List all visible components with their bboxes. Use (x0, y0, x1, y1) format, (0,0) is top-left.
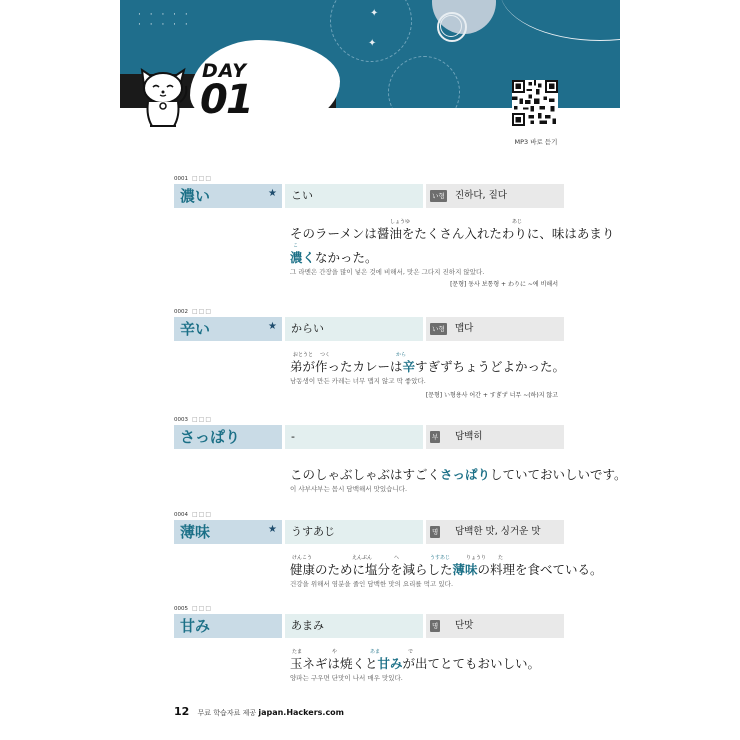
meaning-cell (426, 425, 564, 449)
vocab-word: 薄味 (180, 523, 211, 541)
reading-cell (285, 520, 423, 544)
reading-cell (285, 317, 423, 341)
pos-badge: 명 (432, 528, 439, 536)
furigana: たま や あま で (292, 649, 414, 655)
reading-cell (285, 184, 423, 208)
pos-badge: 명 (432, 622, 439, 630)
example-sentence: 濃くなかった。 (290, 250, 378, 265)
word-cell (174, 614, 282, 638)
word-cell (174, 520, 282, 544)
page-footer (174, 705, 344, 718)
example-translation: 이 샤부샤부는 몹시 담백해서 맛있습니다. (290, 485, 408, 493)
furigana: おとうと つく から (293, 352, 407, 358)
star-icon: ★ (268, 524, 277, 535)
example-sentence: このしゃぶしゃぶはすごくさっぱりしていておいしいです。 (290, 467, 627, 482)
reading-cell (285, 425, 423, 449)
qr-caption: MP3 바로 듣기 (514, 138, 558, 146)
example (290, 351, 570, 386)
meaning: 담백히 (455, 431, 483, 442)
entry-id: 0002 (174, 309, 188, 315)
reading: うすあじ (291, 525, 335, 538)
example-sentence: 玉ネギは焼くと甘みが出てとてもおいしい。 (290, 656, 541, 671)
decorative-dots: · · · · · · · · · · (138, 10, 191, 30)
meaning: 맵다 (455, 323, 474, 334)
check-boxes[interactable]: □□□ (192, 175, 213, 182)
vocab-word: さっぱり (180, 428, 241, 446)
footer-label: 무료 학습자료 제공 (197, 709, 257, 717)
example-sentence: そのラーメンは醤油をたくさん入れたわりに、味はあまり (290, 226, 615, 241)
entry-row (174, 425, 564, 449)
decorative-curve (500, 0, 620, 41)
word-cell (174, 184, 282, 208)
meaning-cell (426, 614, 564, 638)
entry-row (174, 317, 564, 341)
example-translation: 양파는 구우면 단맛이 나서 매우 맛있다. (290, 674, 403, 682)
example-sentence: 弟が作ったカレーは辛すぎずちょうどよかった。 (290, 359, 566, 374)
grammar-note: [문형] い형용사 어간 + すぎず 너무 ~(하)지 않고 (425, 392, 558, 399)
day-number: 01 (200, 77, 252, 123)
check-boxes[interactable]: □□□ (192, 511, 213, 518)
example-translation: 그 라멘은 간장을 많이 넣은 것에 비해서, 맛은 그다지 진하지 않았다. (290, 268, 485, 276)
example (290, 554, 603, 589)
furigana: けんこう えんぶん へ うすあじ りょうり た (292, 555, 504, 561)
example-translation: 남동생이 만든 카레는 너무 맵지 않고 딱 좋았다. (290, 377, 426, 385)
day-label: DAY (202, 60, 248, 82)
meaning: 담백한 맛, 싱거운 맛 (455, 526, 541, 537)
entry-row (174, 614, 564, 638)
reading: からい (291, 322, 324, 335)
entry-row (174, 520, 564, 544)
decorative-ring-inner (440, 15, 462, 37)
footer-url[interactable]: japan.Hackers.com (258, 708, 345, 717)
word-cell (174, 425, 282, 449)
example (290, 459, 627, 494)
example-sentence: 健康のために塩分を減らした薄味の料理を食べている。 (290, 562, 603, 577)
meaning: 진하다, 짙다 (455, 190, 507, 201)
entry-row (174, 184, 564, 208)
check-boxes[interactable]: □□□ (192, 308, 213, 315)
flower-pattern-circle (388, 56, 460, 108)
entry-id: 0003 (174, 417, 188, 423)
meaning-cell (426, 184, 564, 208)
qr-code-icon[interactable] (512, 80, 558, 126)
furigana: こ (293, 243, 299, 249)
reading: あまみ (291, 619, 324, 632)
word-cell (174, 317, 282, 341)
entry-id: 0004 (174, 512, 188, 518)
vocab-word: 甘み (180, 617, 211, 635)
topic-title: 음식 (280, 79, 321, 103)
vocab-word: 辛い (180, 320, 211, 338)
reading: - (291, 430, 295, 443)
check-boxes[interactable]: □□□ (192, 605, 213, 612)
example (290, 218, 615, 277)
page (120, 0, 627, 740)
entry-id: 0005 (174, 606, 188, 612)
sparkle-icon: ✦ (370, 8, 379, 19)
pos-badge: い형 (432, 192, 445, 200)
check-boxes[interactable]: □□□ (192, 416, 213, 423)
example-translation: 건강을 위해서 염분을 줄인 담백한 맛의 요리를 먹고 있다. (290, 580, 454, 588)
star-icon: ★ (268, 321, 277, 332)
pos-badge: い형 (432, 325, 445, 333)
example (290, 648, 570, 683)
meaning-cell (426, 317, 564, 341)
pos-badge: 부 (432, 433, 439, 441)
meaning-cell (426, 520, 564, 544)
vocab-word: 濃い (180, 187, 211, 205)
reading-cell (285, 614, 423, 638)
furigana: しょうゆ あじ (390, 219, 523, 225)
reading: こい (291, 189, 313, 202)
star-icon: ★ (268, 188, 277, 199)
grammar-note: [문형] 동사 보통형 + わりに ~에 비해서 (450, 281, 558, 288)
lucky-cat-icon (136, 64, 192, 130)
entry-id: 0001 (174, 176, 188, 182)
sparkle-icon: ✦ (368, 38, 377, 49)
page-number: 12 (174, 705, 190, 718)
meaning: 단맛 (455, 620, 474, 631)
